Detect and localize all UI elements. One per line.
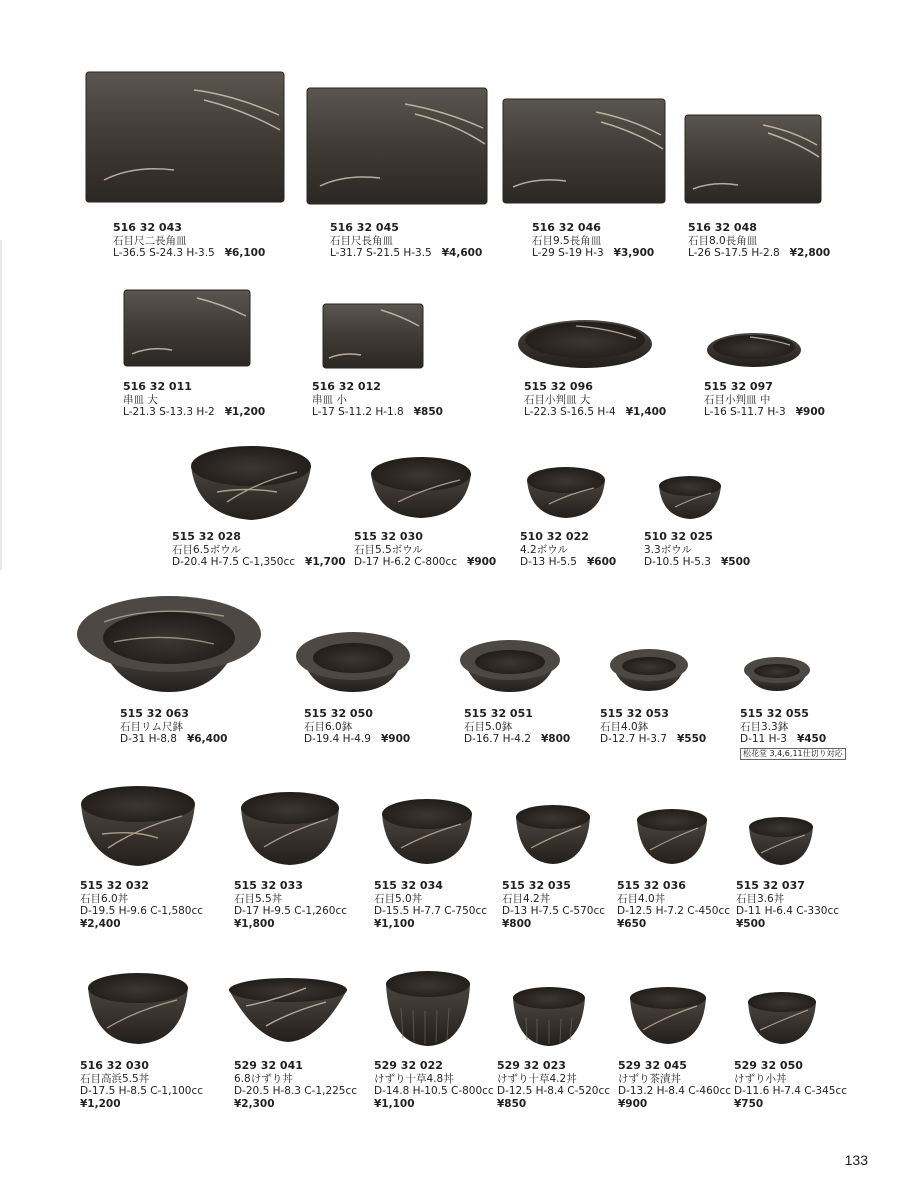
- product-name: 石目リム尺鉢: [120, 720, 183, 733]
- product-caption: [172, 531, 346, 569]
- product-name: 串皿 小: [312, 393, 347, 406]
- product-name: 石目6.0丼: [80, 892, 129, 905]
- product-code: 515 32 034: [374, 879, 443, 892]
- product-caption: [80, 1060, 203, 1110]
- product-name: 串皿 大: [123, 393, 158, 406]
- product-dims: L-16 S-11.7 H-3: [704, 406, 786, 418]
- product-dims: L-17 S-11.2 H-1.8: [312, 406, 404, 418]
- product-price: ¥2,800: [789, 247, 831, 259]
- product-price: ¥1,800: [234, 917, 275, 930]
- product-code: 515 32 096: [524, 380, 593, 393]
- product-photo: [705, 331, 803, 369]
- product-caption: [734, 1060, 847, 1110]
- product-dims: L-29 S-19 H-3: [532, 247, 604, 259]
- product-price: ¥2,400: [80, 917, 121, 930]
- product-dims: D-15.5 H-7.7 C-750cc: [374, 905, 488, 917]
- product-photo: [305, 86, 489, 208]
- product-caption: [80, 880, 203, 930]
- product-code: 515 32 063: [120, 707, 189, 720]
- product-code: 516 32 045: [330, 221, 399, 234]
- product-photo: [747, 815, 815, 867]
- product-code: 515 32 051: [464, 707, 533, 720]
- product-photo: [78, 782, 198, 868]
- product-price: ¥850: [413, 406, 443, 418]
- product-code: 515 32 037: [736, 879, 805, 892]
- product-dims: L-31.7 S-21.5 H-3.5: [330, 247, 432, 259]
- product-dims: D-12.7 H-3.7: [600, 733, 667, 745]
- product-price: ¥1,200: [224, 406, 266, 418]
- product-code: 515 32 032: [80, 879, 149, 892]
- product-dims: D-13 H-7.5 C-570cc: [502, 905, 606, 917]
- product-caption: [644, 531, 750, 569]
- product-photo: [122, 288, 252, 368]
- product-dims: D-11 H-3: [740, 733, 787, 745]
- product-code: 515 32 097: [704, 380, 773, 393]
- product-photo: [238, 789, 342, 867]
- product-dims: D-13 H-5.5: [520, 556, 577, 568]
- product-dims: D-14.8 H-10.5 C-800cc: [374, 1085, 494, 1097]
- product-photo: [458, 638, 562, 694]
- product-photo: [634, 806, 710, 866]
- product-photo: [516, 318, 654, 370]
- product-price: ¥900: [795, 406, 825, 418]
- product-photo: [742, 655, 812, 693]
- product-code: 516 32 011: [123, 380, 192, 393]
- product-code: 516 32 046: [532, 221, 601, 234]
- product-caption: [304, 708, 410, 746]
- product-name: 石目8.0長角皿: [688, 234, 758, 247]
- product-dims: L-21.3 S-13.3 H-2: [123, 406, 215, 418]
- product-caption: [704, 381, 825, 419]
- product-dims: D-20.4 H-7.5 C-1,350cc: [172, 556, 296, 568]
- product-name: けずり小丼: [734, 1072, 787, 1085]
- product-photo: [627, 984, 709, 1046]
- product-dims: L-26 S-17.5 H-2.8: [688, 247, 780, 259]
- product-photo: [187, 442, 315, 522]
- product-price: ¥650: [617, 917, 647, 930]
- product-caption: [354, 531, 496, 569]
- product-name: 6.8けずり丼: [234, 1072, 293, 1085]
- product-photo: [683, 113, 823, 207]
- product-caption: [330, 222, 482, 260]
- product-dims: D-10.5 H-5.3: [644, 556, 711, 568]
- product-caption: [524, 381, 666, 419]
- product-caption: [618, 1060, 731, 1110]
- product-caption: [123, 381, 265, 419]
- product-price: ¥6,100: [224, 247, 266, 259]
- product-name: 石目4.2丼: [502, 892, 551, 905]
- product-dims: D-17 H-6.2 C-800cc: [354, 556, 458, 568]
- product-code: 529 32 050: [734, 1059, 803, 1072]
- product-price: ¥500: [736, 917, 766, 930]
- product-name: 3.3ボウル: [644, 543, 692, 556]
- product-caption: [502, 880, 605, 930]
- product-photo: [85, 970, 191, 1046]
- product-name: 石目6.0鉢: [304, 720, 353, 733]
- product-photo: [608, 647, 690, 693]
- product-photo: [226, 976, 350, 1044]
- product-caption: [688, 222, 830, 260]
- product-code: 515 32 030: [354, 530, 423, 543]
- product-code: 516 32 012: [312, 380, 381, 393]
- product-code: 515 32 055: [740, 707, 809, 720]
- product-price: ¥750: [734, 1097, 764, 1110]
- product-price: ¥550: [676, 733, 707, 745]
- product-photo: [321, 302, 425, 370]
- product-price: ¥1,100: [374, 917, 415, 930]
- product-dims: D-17.5 H-8.5 C-1,100cc: [80, 1085, 204, 1097]
- product-dims: D-31 H-8.8: [120, 733, 177, 745]
- product-dims: D-12.5 H-8.4 C-520cc: [497, 1085, 611, 1097]
- product-caption: [312, 381, 443, 419]
- product-code: 515 32 050: [304, 707, 373, 720]
- product-price: ¥1,200: [80, 1097, 121, 1110]
- product-price: ¥450: [796, 733, 827, 745]
- product-caption: [120, 708, 228, 746]
- page-edge-marker: [0, 240, 2, 570]
- product-code: 515 32 028: [172, 530, 241, 543]
- product-caption: [113, 222, 265, 260]
- product-code: 510 32 025: [644, 530, 713, 543]
- product-name: 石目5.5ボウル: [354, 543, 423, 556]
- product-photo: [513, 802, 593, 866]
- product-code: 510 32 022: [520, 530, 589, 543]
- product-price: ¥1,400: [625, 406, 667, 418]
- product-name: 石目小判皿 大: [524, 393, 591, 406]
- product-price: ¥900: [618, 1097, 648, 1110]
- product-photo: [74, 592, 264, 696]
- product-code: 516 32 048: [688, 221, 757, 234]
- product-dims: D-13.2 H-8.4 C-460cc: [618, 1085, 732, 1097]
- product-price: ¥500: [720, 556, 751, 568]
- product-price: ¥850: [497, 1097, 527, 1110]
- product-name: 石目5.0丼: [374, 892, 423, 905]
- product-dims: D-19.4 H-4.9: [304, 733, 371, 745]
- product-caption: [600, 708, 706, 746]
- product-name: 石目9.5長角皿: [532, 234, 602, 247]
- product-name: 石目3.3鉢: [740, 720, 789, 733]
- product-price: ¥600: [586, 556, 617, 568]
- product-code: 515 32 053: [600, 707, 669, 720]
- product-name: 石目6.5ボウル: [172, 543, 241, 556]
- product-caption: [532, 222, 654, 260]
- product-photo: [501, 97, 667, 207]
- product-code: 516 32 030: [80, 1059, 149, 1072]
- product-caption: [234, 880, 347, 930]
- product-name: 石目高浜5.5丼: [80, 1072, 150, 1085]
- product-caption: [374, 1060, 494, 1110]
- product-name: 石目5.0鉢: [464, 720, 513, 733]
- compatibility-note: 松花堂 3,4,6,11仕切り対応: [740, 748, 846, 760]
- product-price: ¥800: [540, 733, 571, 745]
- product-caption: [736, 880, 839, 930]
- product-price: ¥3,900: [613, 247, 655, 259]
- product-dims: D-11.6 H-7.4 C-345cc: [734, 1085, 848, 1097]
- product-photo: [746, 990, 818, 1046]
- product-caption: [740, 708, 846, 760]
- product-code: 515 32 036: [617, 879, 686, 892]
- product-caption: [520, 531, 616, 569]
- product-photo: [383, 968, 473, 1048]
- product-dims: D-20.5 H-8.3 C-1,225cc: [234, 1085, 358, 1097]
- product-photo: [524, 464, 608, 520]
- product-photo: [294, 630, 412, 694]
- product-dims: D-11 H-6.4 C-330cc: [736, 905, 840, 917]
- product-name: 石目5.5丼: [234, 892, 283, 905]
- product-caption: [464, 708, 570, 746]
- product-code: 515 32 033: [234, 879, 303, 892]
- product-name: 石目3.6丼: [736, 892, 785, 905]
- product-name: 石目尺長角皿: [330, 234, 393, 247]
- product-dims: D-17 H-9.5 C-1,260cc: [234, 905, 348, 917]
- product-code: 515 32 035: [502, 879, 571, 892]
- product-price: ¥1,100: [374, 1097, 415, 1110]
- product-caption: [234, 1060, 357, 1110]
- product-price: ¥900: [467, 556, 497, 568]
- product-price: ¥1,700: [305, 556, 346, 568]
- product-code: 516 32 043: [113, 221, 182, 234]
- product-name: 石目4.0鉢: [600, 720, 649, 733]
- product-photo: [84, 70, 286, 206]
- product-code: 529 32 041: [234, 1059, 303, 1072]
- product-name: けずり十草4.8丼: [374, 1072, 454, 1085]
- product-caption: [374, 880, 487, 930]
- product-photo: [379, 796, 475, 866]
- product-dims: D-16.7 H-4.2: [464, 733, 531, 745]
- product-price: ¥4,600: [441, 247, 483, 259]
- product-dims: D-12.5 H-7.2 C-450cc: [617, 905, 731, 917]
- page-number: 133: [844, 1152, 868, 1168]
- product-code: 529 32 023: [497, 1059, 566, 1072]
- product-price: ¥900: [380, 733, 411, 745]
- product-code: 529 32 045: [618, 1059, 687, 1072]
- product-name: 石目4.0丼: [617, 892, 666, 905]
- product-code: 529 32 022: [374, 1059, 443, 1072]
- product-name: 石目尺二長角皿: [113, 234, 187, 247]
- product-dims: L-22.3 S-16.5 H-4: [524, 406, 616, 418]
- product-price: ¥2,300: [234, 1097, 275, 1110]
- product-photo: [657, 473, 723, 521]
- product-name: 石目小判皿 中: [704, 393, 771, 406]
- product-dims: D-19.5 H-9.6 C-1,580cc: [80, 905, 204, 917]
- product-price: ¥800: [502, 917, 532, 930]
- product-caption: [617, 880, 730, 930]
- product-dims: L-36.5 S-24.3 H-3.5: [113, 247, 215, 259]
- product-name: けずり茶漬丼: [618, 1072, 681, 1085]
- product-caption: [497, 1060, 610, 1110]
- product-photo: [510, 984, 588, 1048]
- product-name: けずり十草4.2丼: [497, 1072, 577, 1085]
- product-price: ¥6,400: [186, 733, 228, 745]
- product-name: 4.2ボウル: [520, 543, 568, 556]
- product-photo: [368, 454, 474, 520]
